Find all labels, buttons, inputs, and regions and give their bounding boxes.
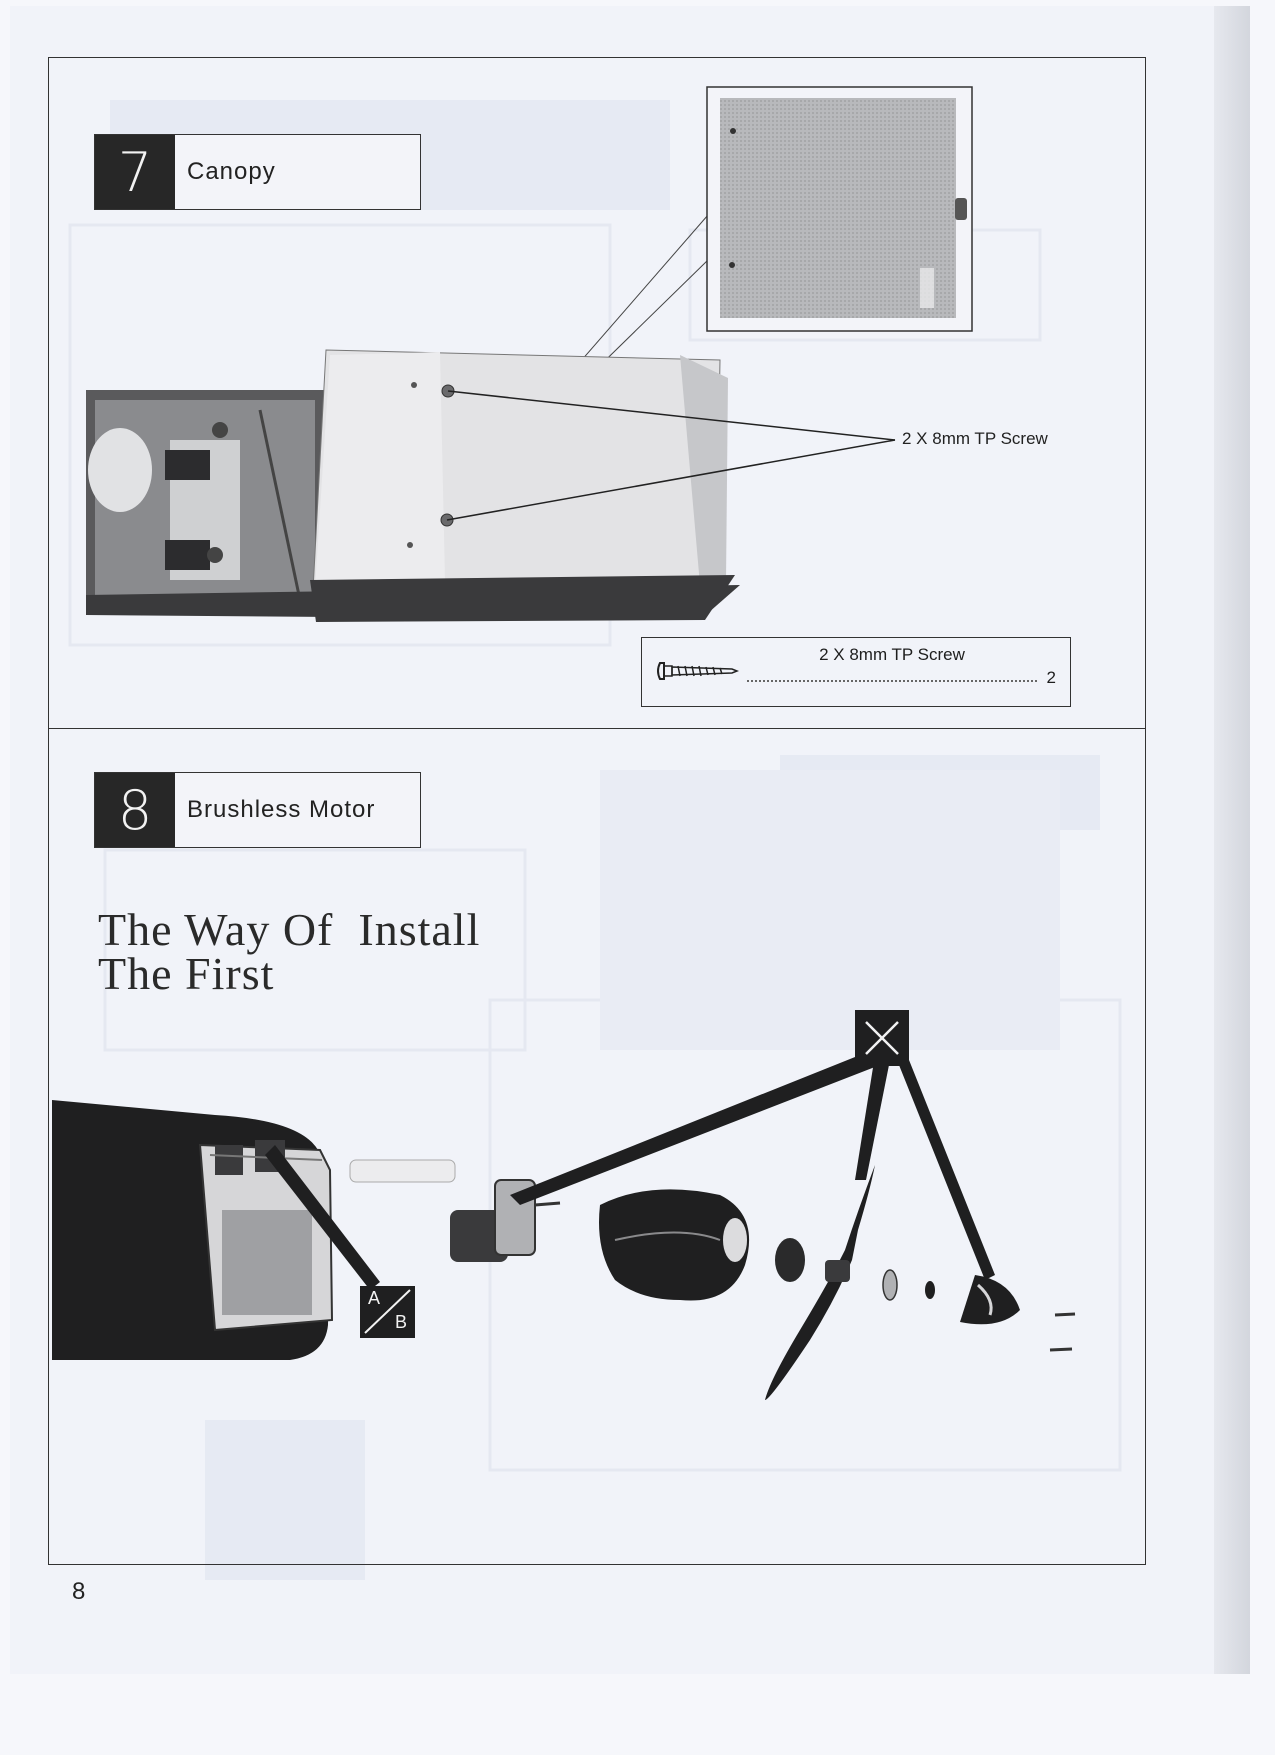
- screw-callout-label: 2 X 8mm TP Screw: [902, 429, 1048, 448]
- heading-line-2: The First: [98, 948, 275, 999]
- step-number: 8: [95, 773, 175, 847]
- page-number: 8: [72, 1578, 86, 1605]
- heading-line-1: The Way Of Install: [98, 904, 481, 955]
- step-title: Canopy: [187, 158, 276, 185]
- ab-badge-bottom: B: [395, 1312, 408, 1332]
- ab-badge-top: A: [368, 1288, 381, 1308]
- cross-icon: [855, 1010, 909, 1066]
- step-title: Brushless Motor: [187, 796, 376, 823]
- step-number: 7: [95, 135, 175, 209]
- part-quantity: 2: [1046, 668, 1056, 687]
- part-name: 2 X 8mm TP Screw: [819, 645, 965, 664]
